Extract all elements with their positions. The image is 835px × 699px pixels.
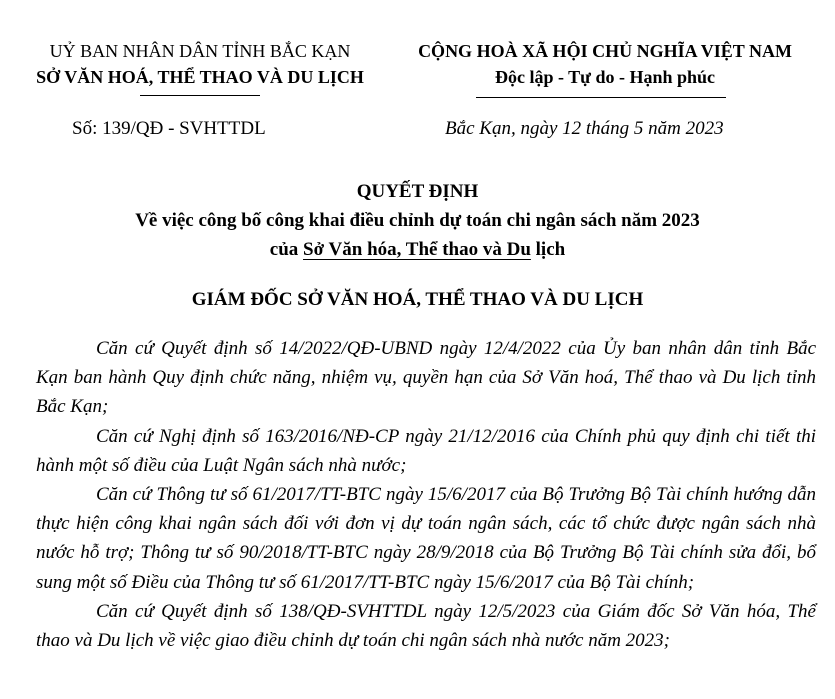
title-prefix: của (269, 239, 304, 260)
country-name: CỘNG HOÀ XÃ HỘI CHỦ NGHĨA VIỆT NAM (418, 41, 792, 61)
paragraph: Căn cứ Quyết định số 14/2022/QĐ-UBND ngày 12/4/2022 của Ủy ban nhân dân tỉnh Bắc Kạn ban hành Quy định chức năng, nhiệm vụ, quyền hạn của Sở Văn hoá, Thể thao và Du lịch tỉnh Bắc Kạn; (36, 338, 816, 418)
title-type: QUYẾT ĐỊNH (356, 181, 479, 202)
title-underlined: Sở Văn hóa, Thể thao và Du (303, 239, 531, 260)
motto-underline (476, 97, 726, 98)
agency-underline (140, 95, 260, 96)
director-heading: GIÁM ĐỐC SỞ VĂN HOÁ, THỂ THAO VÀ DU LỊCH (191, 289, 644, 310)
agency-header (0, 38, 400, 90)
document-title (0, 177, 835, 264)
parent-agency: UỶ BAN NHÂN DÂN TỈNH BẮC KẠN (49, 41, 351, 61)
title-subject-line2 (0, 235, 835, 264)
national-header (400, 38, 810, 90)
document-body (36, 334, 816, 655)
document-number: Số: 139/QĐ - SVHTTDL (72, 118, 266, 139)
paragraph: Căn cứ Thông tư số 61/2017/TT-BTC ngày 15/6/2017 của Bộ Trưởng Bộ Tài chính hướng dẫn thực hiện công khai ngân sách đối với đơn vị dự toán ngân sách, các tổ chức được ngân sách nhà nước hỗ trợ; Thông tư số 90/2018/TT-BTC ngày 28/9/2018 của Bộ Trưởng Bộ Tài chính sửa đổi, bổ sung một số Điều của Thông tư số 61/2017/TT-BTC ngày 15/6/2017 của Bộ Tài chính; (36, 484, 816, 593)
title-subject: Về việc công bố công khai điều chỉnh dự toán chi ngân sách năm 2023 (135, 210, 700, 231)
document-date: Bắc Kạn, ngày 12 tháng 5 năm 2023 (445, 118, 724, 139)
title-suffix: lịch (530, 239, 566, 260)
paragraph: Căn cứ Nghị định số 163/2016/NĐ-CP ngày 21/12/2016 của Chính phủ quy định chi tiết thi hành một số điều của Luật Ngân sách nhà nước; (36, 425, 816, 476)
national-motto: Độc lập - Tự do - Hạnh phúc (494, 67, 716, 87)
issuing-agency: SỞ VĂN HOÁ, THỂ THAO VÀ DU LỊCH (36, 67, 364, 87)
paragraph: Căn cứ Quyết định số 138/QĐ-SVHTTDL ngày 12/5/2023 của Giám đốc Sở Văn hóa, Thể thao và Du lịch về việc giao điều chỉnh dự toán chi ngân sách nhà nước năm 2023; (36, 600, 816, 652)
